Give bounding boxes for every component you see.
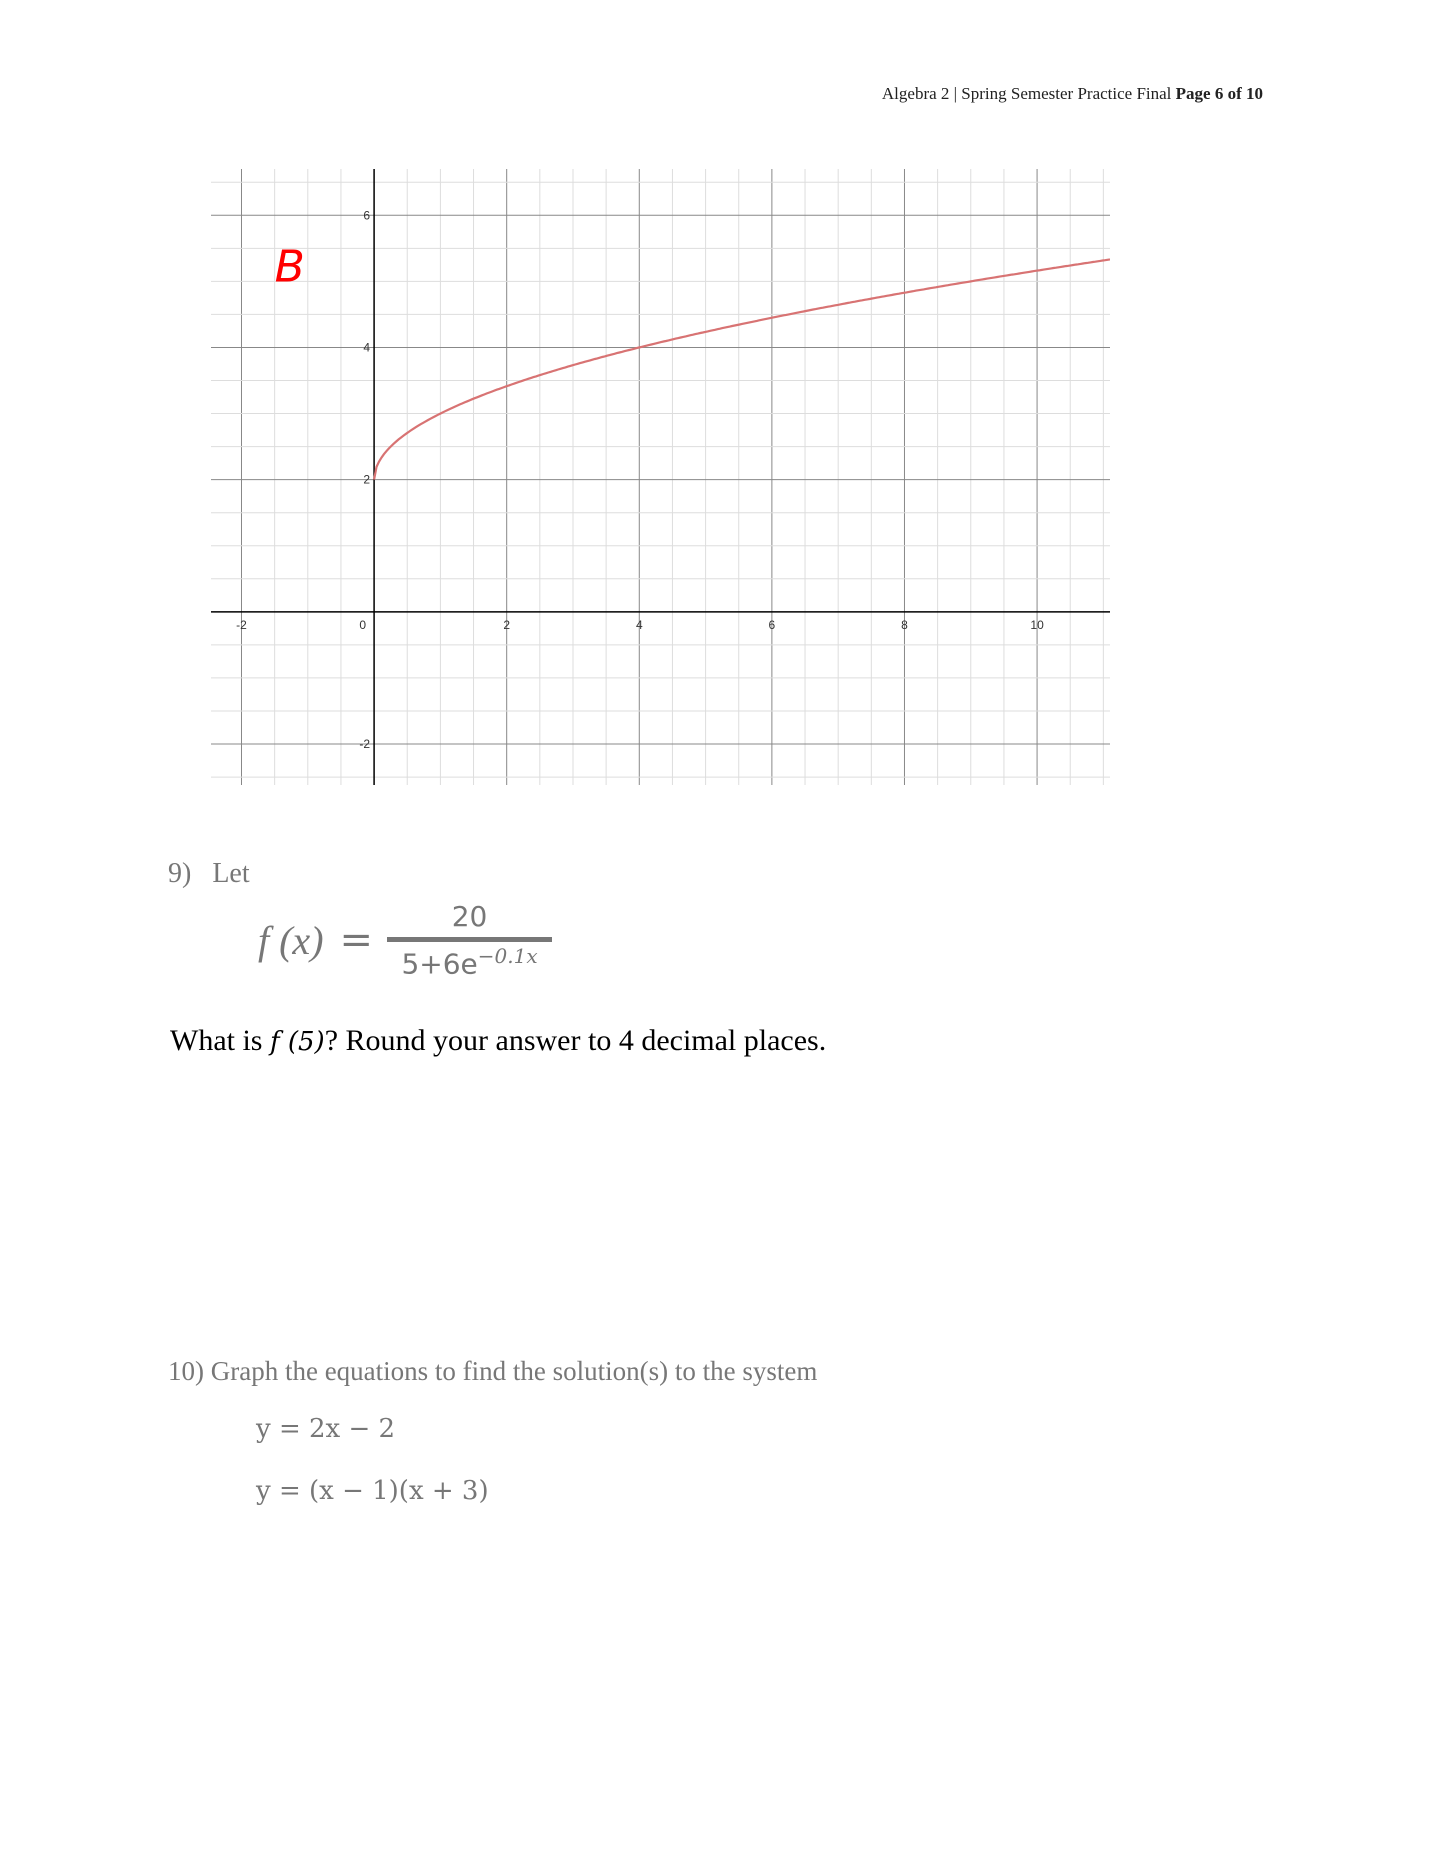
y-tick-label: 6 [363, 208, 371, 223]
equation-2: y = (x − 1)(x + 3) [256, 1476, 489, 1506]
denominator-base: 5+6e [401, 947, 478, 981]
course-title: Algebra 2 | Spring Semester Practice Final [881, 84, 1172, 103]
denominator [401, 942, 537, 980]
question-10-text: 10) Graph the equations to find the solution(s) to the system [168, 1356, 818, 1386]
equation-1: y = 2x − 2 [256, 1414, 396, 1444]
page-header [882, 84, 1263, 104]
question-9-label [168, 858, 250, 890]
x-tick-label: -2 [236, 617, 247, 632]
question-number: 9) [168, 858, 192, 889]
x-tick-label: 4 [635, 617, 643, 632]
x-tick-label: 8 [901, 617, 908, 632]
page-number: Page 6 of 10 [1175, 84, 1263, 103]
x-tick-label: 10 [1030, 617, 1044, 632]
y-tick-label: -2 [359, 737, 371, 752]
question-9-text [170, 1024, 826, 1058]
denominator-exponent: −0.1x [477, 944, 538, 968]
question-pre: What is [170, 1024, 270, 1057]
function-formula [258, 900, 552, 980]
question-post: ? Round your answer to 4 decimal places. [324, 1024, 827, 1057]
graph [211, 169, 1110, 785]
x-tick-label: 2 [503, 617, 511, 632]
numerator: 20 [451, 900, 488, 933]
question-fn: f (5) [269, 1027, 325, 1057]
x-tick-label: 0 [359, 617, 367, 632]
fraction [387, 900, 552, 980]
question-lead: Let [212, 858, 250, 889]
formula-lhs: f (x) [258, 917, 324, 963]
x-tick-label: 6 [768, 617, 776, 632]
y-tick-label: 4 [363, 340, 371, 355]
y-tick-label: 2 [363, 472, 371, 487]
handwritten-letter-b: B [274, 241, 305, 293]
formula-equals: = [339, 917, 374, 964]
